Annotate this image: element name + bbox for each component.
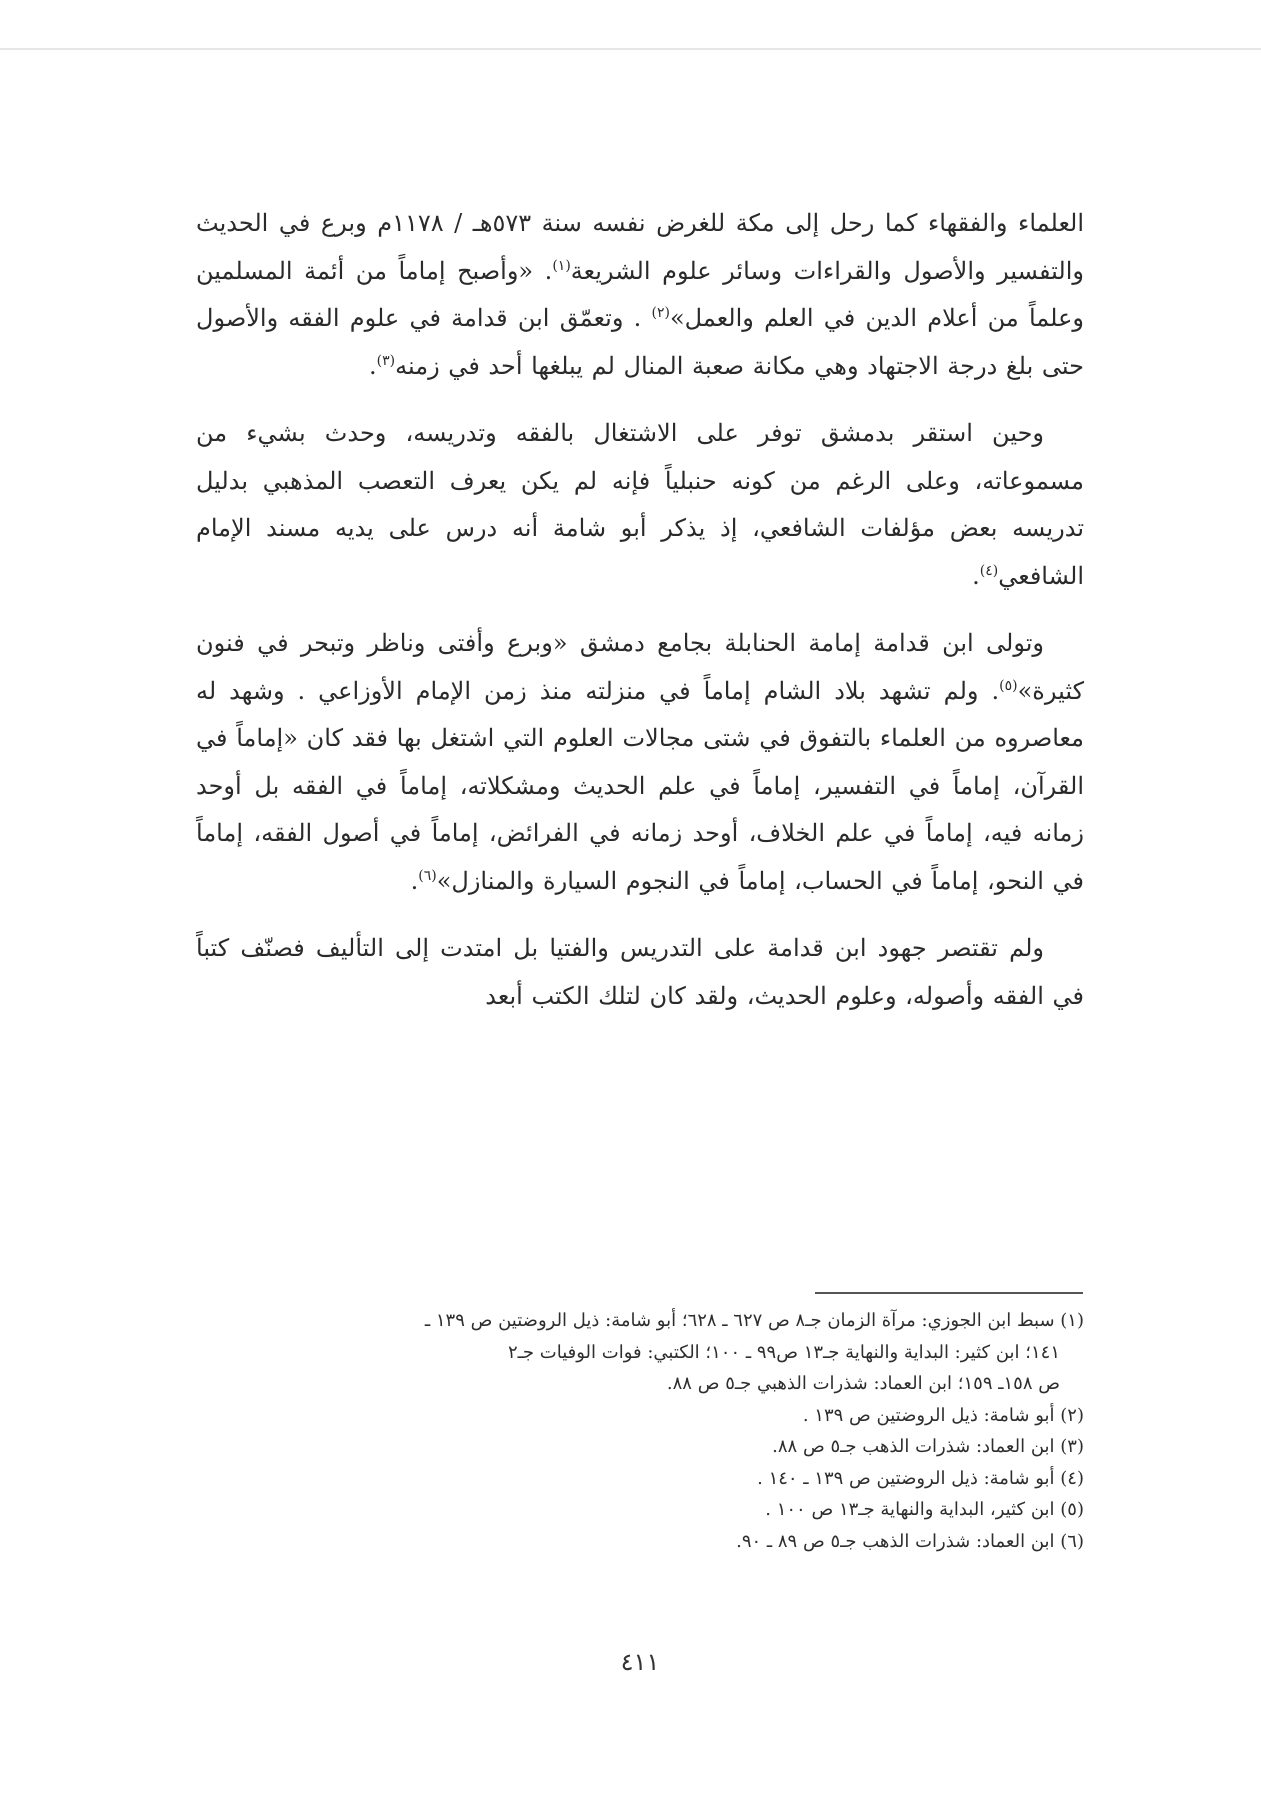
- footnote-text: أبو شامة: ذيل الروضتين ص ١٣٩ ـ ١٤٠ .: [757, 1467, 1061, 1489]
- body-text: [196, 200, 1084, 1040]
- footnote-ref-6[interactable]: (٦): [418, 867, 437, 884]
- page-number: ٤١١: [620, 1648, 660, 1676]
- footnote-ref-4[interactable]: (٤): [979, 562, 999, 579]
- footnote-marker: (٤): [1060, 1467, 1084, 1489]
- scan-top-edge: [0, 48, 1261, 50]
- footnote-text: ابن العماد: شذرات الذهب جـ٥ ص ٨٨.: [772, 1436, 1061, 1457]
- footnote-marker: (٥): [1060, 1499, 1084, 1520]
- text-segment: . «وأصبح إماماً من أئمة المسلمين وعلماً من أعلام الدين في العلم والعمل»: [196, 256, 1084, 332]
- footnote-marker: (٣): [1060, 1436, 1084, 1457]
- footnote-ref-5[interactable]: (٥): [999, 677, 1018, 694]
- text-segment: وحين استقر بدمشق توفر على الاشتغال بالفقه وتدريسه، وحدث بشيء من مسموعاته، وعلى الرغم من كونه حنبلياً فإنه لم يكن يعرف التعصب المذهبي بدليل تدريسه بعض مؤلفات الشافعي، إذ يذكر أبو شامة أنه درس على يديه مسند الإمام الشافعي: [196, 419, 1084, 590]
- footnote-4: [196, 1463, 1084, 1495]
- footnote-text: أبو شامة: ذيل الروضتين ص ١٣٩ .: [802, 1404, 1061, 1426]
- paragraph-4: [196, 925, 1084, 1020]
- footnote-text-continued: ص ١٥٨ـ ١٥٩؛ ابن العماد: شذرات الذهبي جـ٥ ص ٨٨.: [666, 1373, 1060, 1394]
- footnote-text: سبط ابن الجوزي: مرآة الزمان جـ٨ ص ٦٢٧ ـ ٦٢٨؛ أبو شامة: ذيل الروضتين ص ١٣٩ ـ: [424, 1310, 1061, 1331]
- footnote-marker: (٦): [1060, 1530, 1084, 1552]
- footnote-6: [196, 1526, 1084, 1558]
- footnote-marker: (١): [1060, 1310, 1084, 1331]
- text-segment: وتولى ابن قدامة إمامة الحنابلة بجامع دمشق «وبرع وأفتى وناظر وتبحر في فنون كثيرة»: [196, 629, 1084, 705]
- paragraph-1: [196, 200, 1084, 390]
- footnote-ref-3[interactable]: (٣): [376, 352, 396, 369]
- paragraph-2: [196, 410, 1084, 600]
- footnote-ref-1[interactable]: (١): [552, 257, 571, 274]
- footnote-5: [196, 1494, 1084, 1526]
- footnote-2: [196, 1400, 1084, 1432]
- footnote-1: [196, 1305, 1084, 1400]
- footnote-marker: (٢): [1060, 1404, 1084, 1426]
- footnote-text: ابن العماد: شذرات الذهب جـ٥ ص ٨٩ ـ ٩٠.: [736, 1530, 1061, 1552]
- footnote-text-continued: ١٤١؛ ابن كثير: البداية والنهاية جـ١٣ ص٩٩ ـ ١٠٠؛ الكتبي: فوات الوفيات جـ٢: [507, 1341, 1060, 1363]
- footnote-divider: [815, 1292, 1083, 1294]
- footnote-text: ابن كثير، البداية والنهاية جـ١٣ ص ١٠٠ .: [765, 1499, 1061, 1520]
- text-segment: .: [972, 561, 980, 590]
- text-segment: العلماء والفقهاء كما رحل إلى مكة للغرض نفسه سنة ٥٧٣هـ / ١١٧٨م وبرع في الحديث والتفسير والأصول والقراءات وسائر علوم الشريعة: [196, 209, 1085, 285]
- text-segment: .: [410, 866, 419, 895]
- footnotes: [196, 1305, 1084, 1557]
- footnote-3: [196, 1431, 1084, 1463]
- text-segment: . وتعمّق ابن قدامة في علوم الفقه والأصول حتى بلغ درجة الاجتهاد وهي مكانة صعبة المنال لم يبلغها أحد في زمنه: [196, 304, 1084, 380]
- paragraph-3: [196, 620, 1084, 905]
- text-segment: .: [369, 351, 377, 380]
- text-segment: ولم تقتصر جهود ابن قدامة على التدريس والفتيا بل امتدت إلى التأليف فصنّف كتباً في الفقه وأصوله، وعلوم الحديث، ولقد كان لتلك الكتب أبعد: [196, 934, 1084, 1010]
- text-segment: . ولم تشهد بلاد الشام إماماً في منزلته منذ زمن الإمام الأوزاعي . وشهد له معاصروه من العلماء بالتفوق في شتى مجالات العلوم التي اشتغل بها فقد كان «إماماً في القرآن، إماماً في التفسير، إماماً في علم الحديث ومشكلاته، إماماً في الفقه بل أوحد زمانه فيه، إماماً في علم الخلاف، أوحد زمانه في الفرائض، إماماً في أصول الفقه، إماماً في النحو، إماماً في الحساب، إماماً في النجوم السيارة والمنازل»: [196, 676, 1084, 895]
- footnote-ref-2[interactable]: (٢): [651, 305, 670, 321]
